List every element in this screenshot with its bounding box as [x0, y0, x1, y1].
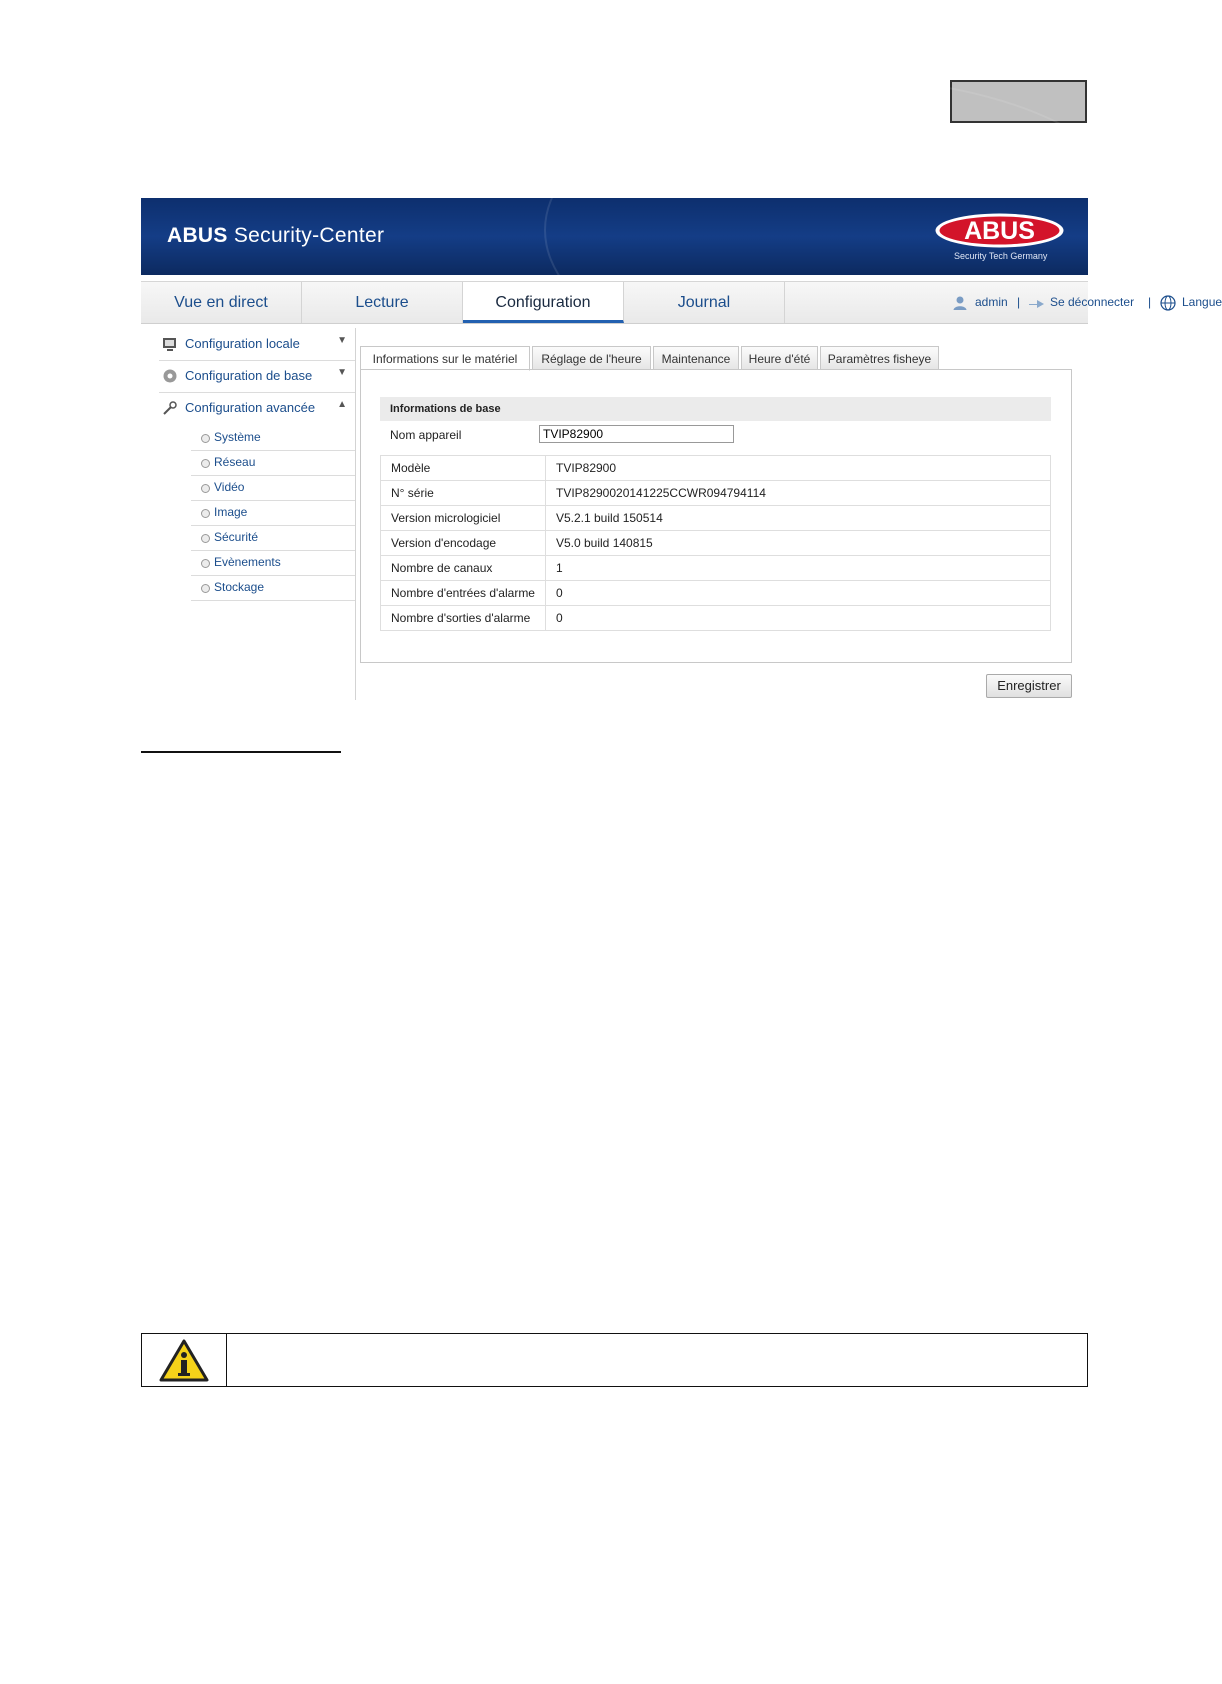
user-name-link[interactable]: admin: [975, 295, 1008, 309]
tab-maintenance[interactable]: Maintenance: [653, 346, 739, 370]
info-label: Nombre de canaux: [381, 556, 546, 581]
tab-time-settings[interactable]: Réglage de l'heure: [532, 346, 651, 370]
sidebar-item-network[interactable]: [191, 451, 355, 476]
local-config-icon: [162, 336, 178, 352]
sidebar-item-system[interactable]: [191, 426, 355, 451]
wrench-icon: [162, 400, 178, 416]
hardware-info-table: [380, 455, 1051, 631]
device-name-label: Nom appareil: [390, 428, 462, 442]
bullet-icon: [201, 559, 210, 568]
sidebar-section-label: Configuration avancée: [185, 400, 316, 415]
table-row: [381, 581, 1051, 606]
config-sidebar: [141, 328, 356, 700]
table-row: [381, 506, 1051, 531]
tab-configuration[interactable]: Configuration: [463, 282, 624, 323]
info-label: Nombre d'sorties d'alarme: [381, 606, 546, 631]
info-value: 0: [545, 606, 1050, 631]
section-title: Informations de base: [380, 397, 1051, 421]
app-banner: [141, 198, 1088, 275]
bullet-icon: [201, 434, 210, 443]
table-row: [381, 481, 1051, 506]
separator: |: [1017, 295, 1021, 309]
abus-logo: [934, 212, 1065, 249]
svg-text:ABUS: ABUS: [964, 217, 1035, 245]
sidebar-item-security[interactable]: [191, 526, 355, 551]
info-label: N° série: [381, 481, 546, 506]
bullet-icon: [201, 459, 210, 468]
logo-subtitle: Security Tech Germany: [954, 251, 1048, 261]
table-row: [381, 456, 1051, 481]
info-value: 1: [545, 556, 1050, 581]
sidebar-item-label: Système: [214, 430, 261, 444]
sidebar-section-base[interactable]: [159, 360, 355, 393]
sidebar-item-label: Vidéo: [214, 480, 245, 494]
chevron-up-icon: ▲: [337, 399, 347, 410]
chevron-down-icon: ▼: [337, 335, 347, 346]
table-row: [381, 606, 1051, 631]
bullet-icon: [201, 509, 210, 518]
heading-underline: [141, 751, 341, 753]
language-link[interactable]: Langue: [1182, 295, 1222, 309]
tab-live-view[interactable]: Vue en direct: [141, 282, 302, 323]
info-value: 0: [545, 581, 1050, 606]
info-value: TVIP82900: [545, 456, 1050, 481]
sidebar-item-image[interactable]: [191, 501, 355, 526]
app-title: ABUS Security-Center: [167, 224, 385, 247]
sidebar-section-label: Configuration de base: [185, 368, 313, 383]
table-row: [381, 556, 1051, 581]
sidebar-item-label: Réseau: [214, 455, 256, 469]
tab-playback[interactable]: Lecture: [302, 282, 463, 323]
warning-info-icon: [159, 1339, 209, 1383]
sidebar-section-advanced[interactable]: [159, 392, 355, 424]
bullet-icon: [201, 534, 210, 543]
logout-link[interactable]: Se déconnecter: [1050, 295, 1135, 309]
device-name-input[interactable]: [539, 425, 734, 443]
info-value: V5.2.1 build 150514: [545, 506, 1050, 531]
separator: |: [1148, 295, 1152, 309]
save-button[interactable]: Enregistrer: [986, 674, 1072, 698]
main-nav: [141, 281, 1222, 324]
sidebar-item-storage[interactable]: [191, 576, 355, 601]
table-row: [381, 531, 1051, 556]
user-icon: [952, 295, 968, 311]
bullet-icon: [201, 484, 210, 493]
info-value: V5.0 build 140815: [545, 531, 1050, 556]
info-label: Version micrologiciel: [381, 506, 546, 531]
info-label: Version d'encodage: [381, 531, 546, 556]
logout-icon: [1028, 297, 1045, 309]
hardware-info-panel: [360, 369, 1072, 663]
sidebar-section-label: Configuration locale: [185, 336, 300, 351]
tab-hardware-info[interactable]: Informations sur le matériel: [360, 346, 530, 371]
sidebar-item-label: Evènements: [214, 555, 281, 569]
info-label: Nombre d'entrées d'alarme: [381, 581, 546, 606]
sidebar-item-video[interactable]: [191, 476, 355, 501]
tab-dst[interactable]: Heure d'été: [741, 346, 818, 370]
security-center-screenshot: [141, 198, 1222, 700]
info-label: Modèle: [381, 456, 546, 481]
sidebar-section-local[interactable]: [159, 328, 355, 361]
sidebar-item-label: Image: [214, 505, 248, 519]
notice-icon-cell: [142, 1334, 227, 1386]
sidebar-item-label: Sécurité: [214, 530, 259, 544]
tab-log[interactable]: Journal: [624, 282, 785, 323]
tab-fisheye[interactable]: Paramètres fisheye: [820, 346, 939, 370]
sidebar-item-events[interactable]: [191, 551, 355, 576]
info-notice-box: [141, 1333, 1088, 1387]
sidebar-item-label: Stockage: [214, 580, 265, 594]
base-config-icon: [162, 368, 178, 384]
chevron-down-icon: ▼: [337, 367, 347, 378]
info-value: TVIP8290020141225CCWR094794114: [545, 481, 1050, 506]
globe-icon: [1160, 295, 1176, 311]
bullet-icon: [201, 584, 210, 593]
